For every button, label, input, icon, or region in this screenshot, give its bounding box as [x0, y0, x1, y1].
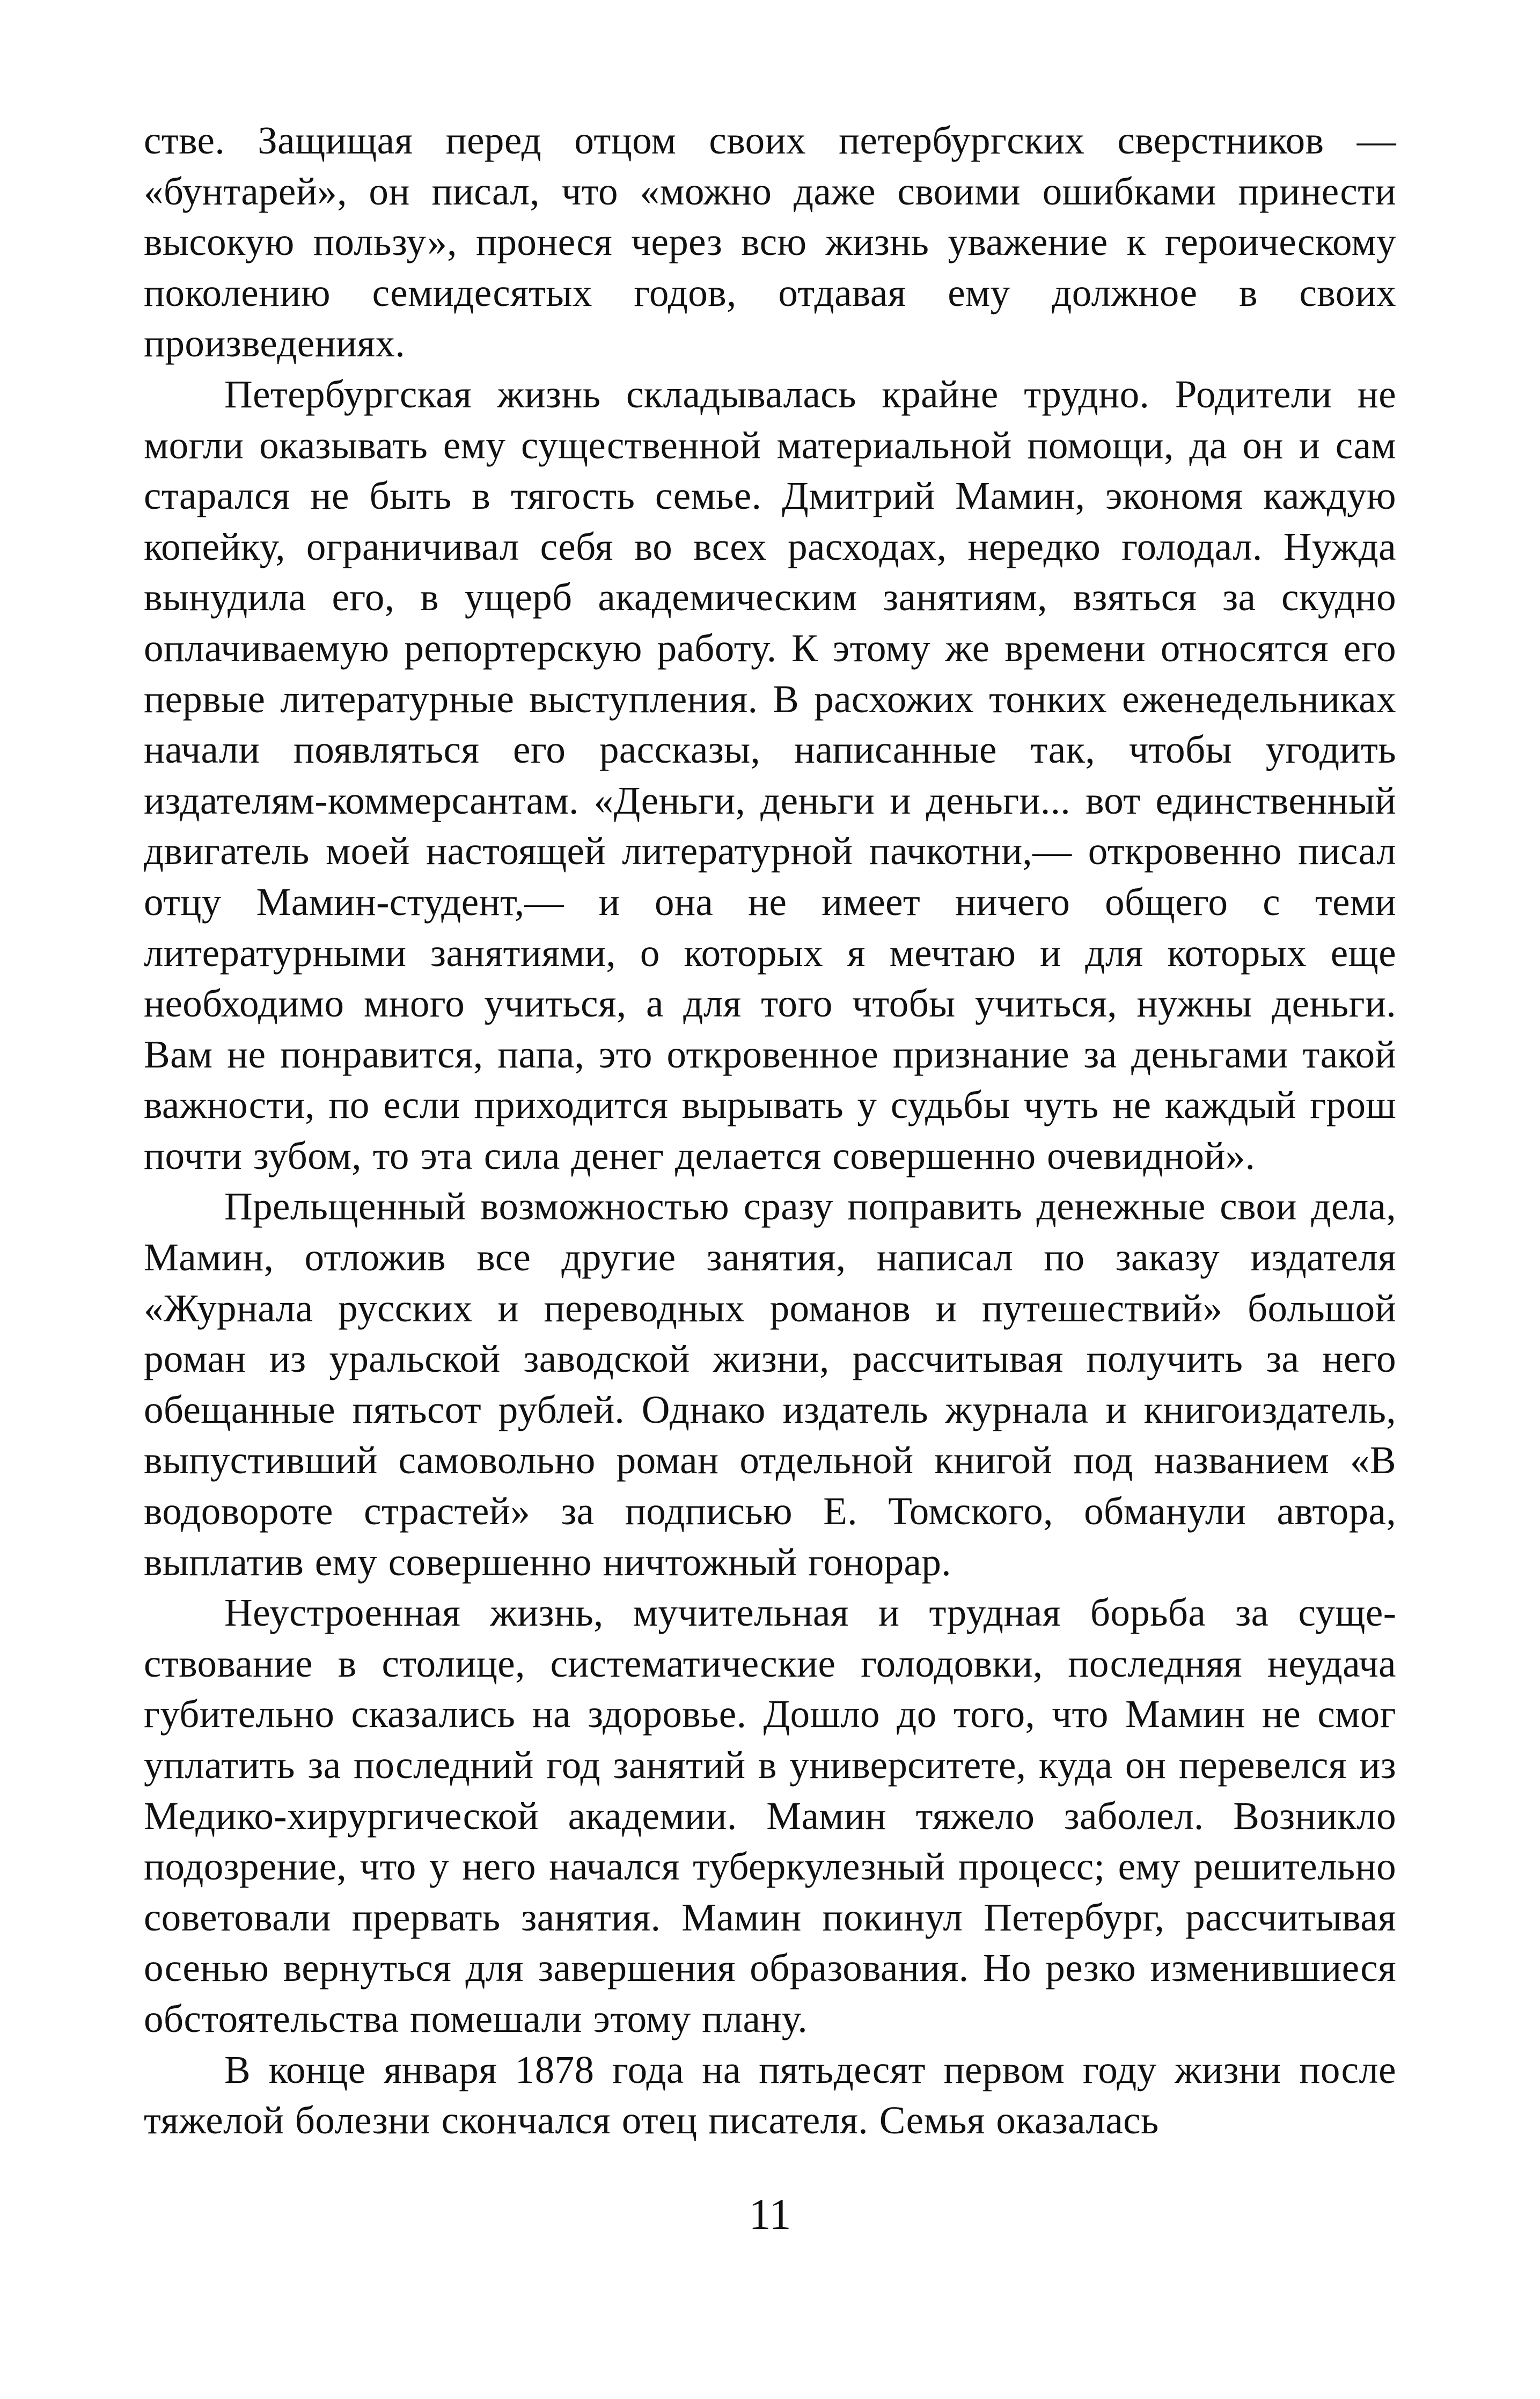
- paragraph-2: Петербургская жизнь складывалась крайне трудно. Родители не могли оказывать ему существенной материальной помощи, да он и сам старался не быть в тягость семье. Дмитрий Мамин, экономя каждую копейку, ограничивал себя во всех расходах, нередко голодал. Нужда вынудила его, в ущерб академическим занятиям, взяться за скудно оплачиваемую репортерскую работу. К этому же времени относятся его первые литературные выступления. В расхожих тонких еженедельниках начали появляться его рассказы, написанные так, чтобы угодить издателям-коммерсантам. «Деньги, деньги и деньги... вот единственный двигатель моей настоящей литературной пачкотни,— откровенно писал отцу Мамин-студент,— и она не имеет ничего общего с теми литературными занятиями, о которых я мечтаю и для которых еще необходимо много учиться, а для того чтобы учиться, нужны деньги. Вам не понравится, папа, это откровенное признание за деньгами такой важности, по если приходится вырывать у судьбы чуть не каждый грош почти зубом, то эта сила денег делается совершенно очевидной».: [144, 372, 1396, 1177]
- paragraph-3: Прельщенный возможностью сразу поправить денежные свои дела, Мамин, отложив все другие занятия, написал по заказу издателя «Журнала русских и переводных романов и путешествий» большой роман из уральской заводской жизни, рассчитывая получить за него обещанные пятьсот рублей. Однако издатель журнала и книгоиздатель, выпустивший самовольно роман отдельной книгой под названием «В водовороте страстей» за подписью Е. Томского, обманули автора, выплатив ему совершенно ничтожный гонорар.: [144, 1184, 1396, 1584]
- paragraph-5: В конце января 1878 года на пятьдесят первом году жизни после тяжелой болезни скончался отец писателя. Семья оказалась: [144, 2047, 1396, 2142]
- paragraph-1: стве. Защищая перед отцом своих петербургских сверстников — «бунтарей», он писал, что «можно даже своими ошибками принести высокую пользу», пронеся через всю жизнь уважение к героическому поколению семидесятых годов, отдавая ему должное в своих произведениях.: [144, 119, 1396, 365]
- page-number: 11: [749, 2190, 791, 2239]
- body-text: [144, 115, 1396, 2146]
- paragraph-4: Неустроенная жизнь, мучительная и трудная борьба за существование в столице, систематические голодовки, последняя неудача губительно сказались на здоровье. Дошло до того, что Мамин не смог уплатить за последний год занятий в университете, куда он перевелся из Медико-хирургической академии. Мамин тяжело заболел. Возникло подозрение, что у него начался туберкулезный процесс; ему решительно советовали прервать занятия. Мамин покинул Петербург, рассчитывая осенью вернуться для завершения образования. Но резко изменившиеся обстоятельства помешали этому плану.: [144, 1591, 1396, 2040]
